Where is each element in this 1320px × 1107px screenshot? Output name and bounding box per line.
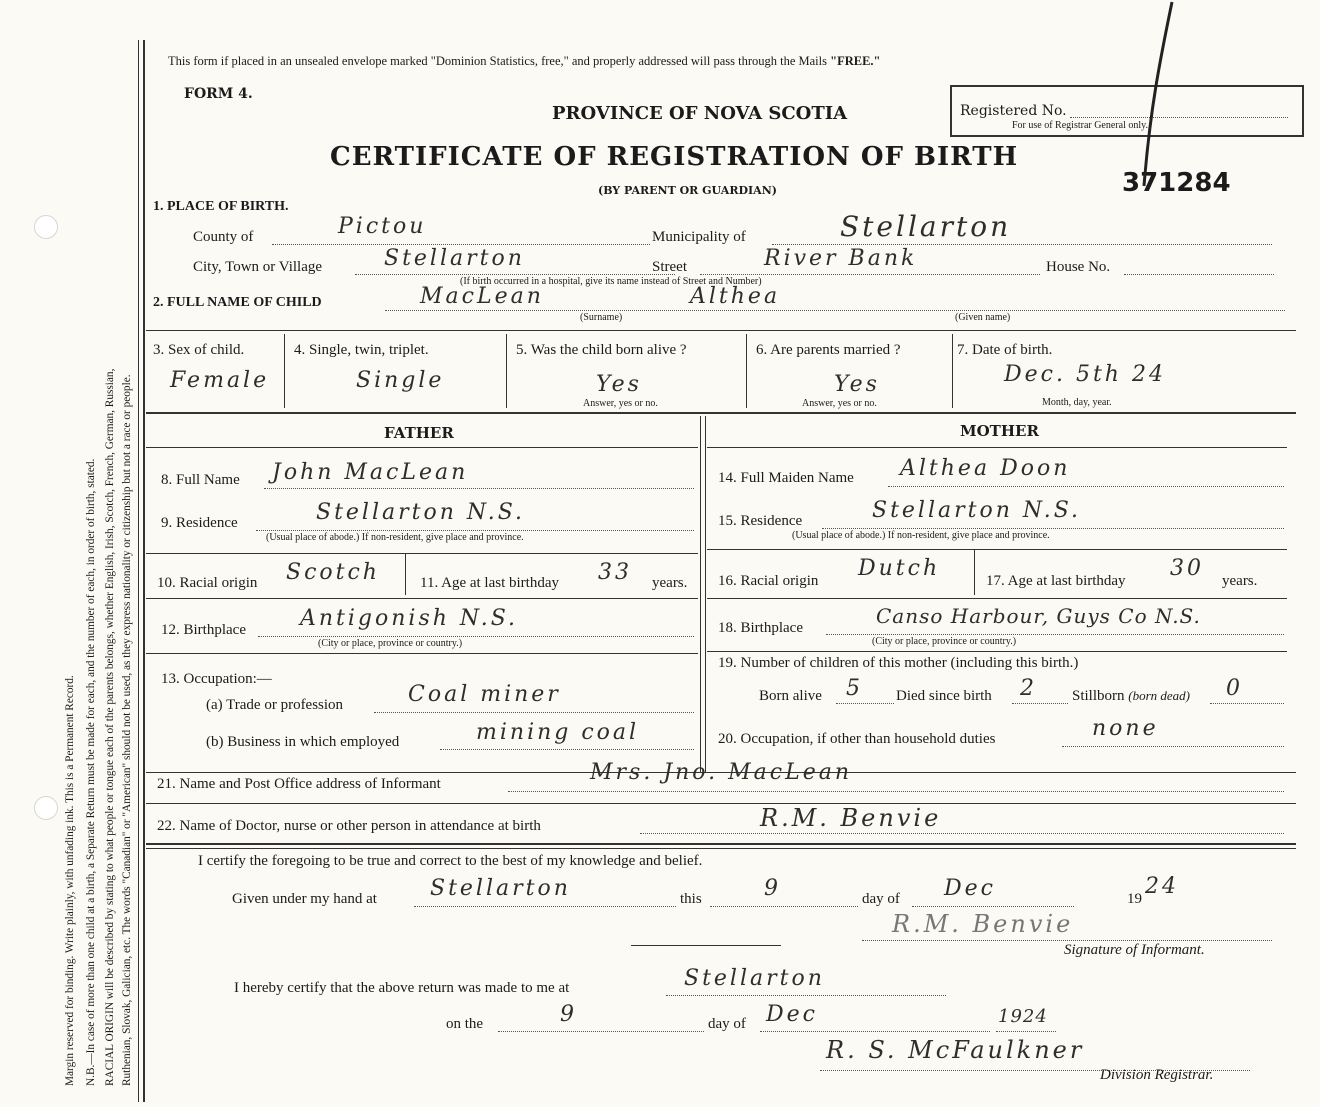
date-of-birth-value: Dec. 5th 24 bbox=[1004, 362, 1166, 387]
on-the-label: on the bbox=[446, 1016, 484, 1032]
city-value: Stellarton bbox=[384, 246, 525, 271]
certificate-subtitle: (BY PARENT OR GUARDIAN) bbox=[598, 184, 777, 197]
mother-birthplace-label: 18. Birthplace bbox=[718, 620, 803, 636]
mother-birthplace-value: Canso Harbour, Guys Co N.S. bbox=[876, 604, 1201, 628]
stillborn-label: Stillborn (born dead) bbox=[1072, 688, 1191, 704]
mother-residence-caption: (Usual place of abode.) If non-resident, give place and province. bbox=[792, 530, 1050, 541]
doctor-label: 22. Name of Doctor, nurse or other person in attendance at birth bbox=[157, 818, 541, 834]
date-of-birth-label: 7. Date of birth. bbox=[957, 342, 1053, 358]
pen-stroke-mark bbox=[1100, 0, 1180, 190]
mother-heading: MOTHER bbox=[960, 422, 1039, 440]
municipality-value: Stellarton bbox=[840, 210, 1012, 243]
parents-married-caption: Answer, yes or no. bbox=[802, 398, 877, 409]
mother-residence-label: 15. Residence bbox=[718, 513, 803, 529]
mother-age-value: 30 bbox=[1170, 556, 1204, 581]
divider-row-3 bbox=[146, 330, 1296, 331]
hospital-note: (If birth occurred in a hospital, give its name instead of Street and Number) bbox=[460, 276, 762, 287]
mother-occupation-label: 20. Occupation, if other than household duties bbox=[718, 731, 996, 747]
died-since-birth-value: 2 bbox=[1020, 676, 1037, 701]
form-left-border-inner bbox=[138, 40, 139, 1102]
county-label: County of bbox=[193, 229, 254, 245]
sex-value: Female bbox=[170, 368, 270, 393]
year-prefix: 19 bbox=[1127, 891, 1142, 907]
margin-note-racial-origin-cont: Ruthenian, Slovak, Galician, etc. The words "Canadian" or "American" should not be used, as they express nationality or citizenship but not a race or people. bbox=[121, 374, 133, 1086]
return-month-value: Dec bbox=[766, 1002, 818, 1027]
father-age-label: 11. Age at last birthday bbox=[420, 575, 559, 591]
registration-number: 371284 bbox=[1122, 168, 1231, 198]
sex-label: 3. Sex of child. bbox=[153, 342, 245, 358]
registrar-use-note: For use of Registrar General only. bbox=[1012, 120, 1148, 131]
mother-origin-label: 16. Racial origin bbox=[718, 573, 819, 589]
punch-hole-bottom bbox=[34, 796, 58, 820]
born-alive-count-label: Born alive bbox=[759, 688, 822, 704]
return-certify-text: I hereby certify that the above return was made to me at bbox=[234, 980, 570, 996]
father-age-value: 33 bbox=[598, 560, 632, 585]
child-surname-value: MacLean bbox=[420, 284, 544, 309]
child-given-value: Althea bbox=[690, 284, 781, 309]
mail-notice: This form if placed in an unsealed envelope marked "Dominion Statistics, free," and properly addressed will pass through the Mails "FREE." bbox=[168, 54, 881, 68]
margin-note-racial-origin: RACIAL ORIGIN will be described by stating to what people or tongue each of the parents belongs, whether English, Irish, Scotch, French, German, Russian, bbox=[104, 368, 116, 1086]
given-year-value: 24 bbox=[1145, 874, 1179, 899]
certificate-title: CERTIFICATE OF REGISTRATION OF BIRTH bbox=[330, 142, 1019, 172]
father-birthplace-label: 12. Birthplace bbox=[161, 622, 246, 638]
father-business-value: mining coal bbox=[476, 720, 640, 745]
surname-caption: (Surname) bbox=[580, 312, 623, 323]
registrar-signature: R. S. McFaulkner bbox=[826, 1036, 1085, 1064]
father-residence-caption: (Usual place of abode.) If non-resident, give place and province. bbox=[266, 532, 524, 543]
father-heading: FATHER bbox=[384, 424, 454, 442]
born-alive-caption: Answer, yes or no. bbox=[583, 398, 658, 409]
form-left-border bbox=[143, 40, 145, 1102]
given-name-caption: (Given name) bbox=[955, 312, 1011, 323]
mother-name-value: Althea Doon bbox=[900, 456, 1071, 481]
father-origin-label: 10. Racial origin bbox=[157, 575, 258, 591]
father-residence-value: Stellarton N.S. bbox=[316, 500, 526, 525]
registrar-caption: Division Registrar. bbox=[1100, 1067, 1214, 1083]
father-years-label: years. bbox=[652, 575, 688, 591]
mother-name-label: 14. Full Maiden Name bbox=[718, 470, 854, 486]
informant-label: 21. Name and Post Office address of Informant bbox=[157, 776, 441, 792]
municipality-label: Municipality of bbox=[652, 229, 746, 245]
given-day-value: 9 bbox=[764, 876, 781, 901]
mother-residence-value: Stellarton N.S. bbox=[872, 498, 1082, 523]
plurality-value: Single bbox=[356, 368, 445, 393]
margin-note-binding: Margin reserved for binding. Write plainly, with unfading ink. This is a Permanent Record. bbox=[64, 675, 76, 1086]
children-count-label: 19. Number of children of this mother (including this birth.) bbox=[718, 655, 1079, 671]
father-residence-label: 9. Residence bbox=[161, 515, 238, 531]
form-number: FORM 4. bbox=[184, 86, 253, 102]
died-since-birth-label: Died since birth bbox=[896, 688, 992, 704]
mother-occupation-value: none bbox=[1092, 716, 1159, 741]
house-no-label: House No. bbox=[1046, 259, 1111, 275]
father-business-label: (b) Business in which employed bbox=[206, 734, 400, 750]
signature-caption: Signature of Informant. bbox=[1064, 942, 1205, 958]
place-of-birth-heading: 1. PLACE OF BIRTH. bbox=[153, 199, 289, 214]
stillborn-value: 0 bbox=[1226, 676, 1243, 701]
father-birthplace-caption: (City or place, province or country.) bbox=[318, 638, 463, 649]
return-day-of-label: day of bbox=[708, 1016, 746, 1032]
father-trade-value: Coal miner bbox=[408, 682, 561, 707]
date-of-birth-caption: Month, day, year. bbox=[1042, 397, 1112, 408]
mother-years-label: years. bbox=[1222, 573, 1258, 589]
plurality-label: 4. Single, twin, triplet. bbox=[294, 342, 429, 358]
informant-signature: R.M. Benvie bbox=[892, 910, 1074, 938]
father-birthplace-value: Antigonish N.S. bbox=[300, 606, 519, 631]
mother-age-label: 17. Age at last birthday bbox=[986, 573, 1126, 589]
given-place-value: Stellarton bbox=[430, 876, 571, 901]
certify-statement: I certify the foregoing to be true and correct to the best of my knowledge and belief. bbox=[198, 853, 703, 869]
return-place-value: Stellarton bbox=[684, 966, 825, 991]
given-under-label: Given under my hand at bbox=[232, 891, 377, 907]
born-alive-count-value: 5 bbox=[846, 676, 863, 701]
parents-married-value: Yes bbox=[834, 372, 880, 397]
margin-note-multiple-births: N.B.—In case of more than one child at a birth, a Separate Return must be made for each, and the number of each, in order of birth, stated. bbox=[85, 458, 97, 1086]
born-alive-value: Yes bbox=[596, 372, 642, 397]
father-name-label: 8. Full Name bbox=[161, 472, 240, 488]
province-heading: PROVINCE OF NOVA SCOTIA bbox=[552, 103, 848, 124]
mother-origin-value: Dutch bbox=[858, 556, 941, 581]
child-name-label: 2. FULL NAME OF CHILD bbox=[153, 295, 322, 310]
this-label: this bbox=[680, 891, 702, 907]
return-year-value: 1924 bbox=[998, 1006, 1048, 1027]
given-month-value: Dec bbox=[944, 876, 996, 901]
divider-parents bbox=[146, 412, 1296, 414]
father-trade-label: (a) Trade or profession bbox=[206, 697, 344, 713]
day-of-label: day of bbox=[862, 891, 900, 907]
registered-no-label: Registered No. bbox=[960, 103, 1067, 119]
county-value: Pictou bbox=[338, 214, 427, 239]
father-occupation-label: 13. Occupation:— bbox=[161, 671, 272, 687]
mother-birthplace-caption: (City or place, province or country.) bbox=[872, 636, 1017, 647]
father-name-value: John MacLean bbox=[272, 460, 469, 485]
return-day-value: 9 bbox=[560, 1002, 577, 1027]
parents-married-label: 6. Are parents married ? bbox=[756, 342, 901, 358]
punch-hole-top bbox=[34, 215, 58, 239]
street-value: River Bank bbox=[764, 246, 918, 271]
street-label: Street bbox=[652, 259, 687, 275]
doctor-value: R.M. Benvie bbox=[760, 804, 942, 832]
city-label: City, Town or Village bbox=[193, 259, 323, 275]
informant-value: Mrs. Jno. MacLean bbox=[590, 760, 853, 785]
father-origin-value: Scotch bbox=[286, 560, 380, 585]
born-alive-label: 5. Was the child born alive ? bbox=[516, 342, 687, 358]
